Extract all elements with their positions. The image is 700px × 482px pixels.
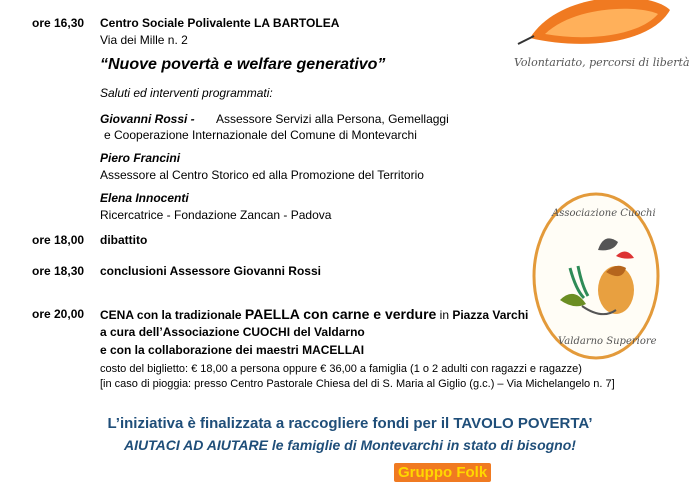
speaker-role: Ricercatrice - Fondazione Zancan - Padova bbox=[100, 208, 332, 222]
speaker-role: Assessore Servizi alla Persona, Gemellaggi bbox=[216, 112, 449, 126]
butterfly-icon bbox=[500, 0, 700, 60]
folk-badge bbox=[394, 464, 491, 482]
speaker-name: Giovanni Rossi - bbox=[100, 112, 195, 126]
speaker-name: Elena Innocenti bbox=[100, 191, 189, 205]
volontariato-slogan: Volontariato, percorsi di libertà bbox=[514, 56, 690, 69]
schedule-text: conclusioni Assessore Giovanni Rossi bbox=[100, 264, 321, 278]
footer-appeal-text: AIUTACI AD AIUTARE le famiglie di Montevarchi in stato di bisogno! bbox=[124, 437, 576, 453]
dinner-collaboration: e con la collaborazione dei maestri MACELLAI bbox=[100, 343, 365, 357]
ticket-cost: costo del biglietto: € 18,00 a persona oppure € 36,00 a famiglia (1 o 2 adulti con ragazzi e ragazze) bbox=[100, 363, 582, 375]
folk-label: Gruppo Folk bbox=[394, 463, 491, 482]
venue-address: Via dei Mille n. 2 bbox=[100, 33, 188, 47]
cuochi-logo bbox=[530, 190, 662, 362]
dinner-organizer: a cura dell’Associazione CUOCHI del Valdarno bbox=[100, 325, 365, 339]
speaker-role-cont: e Cooperazione Internazionale del Comune di Montevarchi bbox=[104, 128, 417, 142]
speaker-role: Assessore al Centro Storico ed alla Promozione del Territorio bbox=[100, 168, 424, 182]
dinner-time: ore 20,00 bbox=[32, 307, 85, 321]
event-time: ore 16,30 bbox=[32, 16, 85, 30]
rain-note: [in caso di pioggia: presso Centro Pastorale Chiesa del di S. Maria al Giglio (g.c.) – Via Michelangelo n. 7] bbox=[100, 378, 615, 390]
dinner-line bbox=[100, 306, 528, 324]
schedule-time: ore 18,00 bbox=[32, 233, 85, 247]
speaker-name: Piero Francini bbox=[100, 151, 181, 165]
volontariato-logo bbox=[500, 0, 700, 80]
assoc-region: Valdarno Superiore bbox=[558, 336, 657, 347]
dinner-dish: PAELLA con carne e verdure bbox=[244, 306, 437, 322]
intro-text: Saluti ed interventi programmati: bbox=[100, 86, 273, 100]
footer-appeal bbox=[0, 437, 700, 455]
venue-name: Centro Sociale Polivalente LA BARTOLEA bbox=[100, 16, 340, 30]
schedule-text: dibattito bbox=[100, 233, 148, 247]
dinner-in: in bbox=[436, 308, 453, 322]
assoc-name: Associazione Cuochi bbox=[552, 208, 656, 219]
footer-purpose bbox=[0, 415, 700, 433]
event-title: “Nuove povertà e welfare generativo” bbox=[100, 56, 386, 73]
schedule-time: ore 18,30 bbox=[32, 264, 85, 278]
dinner-location: Piazza Varchi bbox=[452, 308, 529, 322]
dinner-text: CENA con la tradizionale bbox=[100, 308, 245, 322]
footer-purpose-text: L’iniziativa è finalizzata a raccogliere fondi per il TAVOLO POVERTA’ bbox=[107, 415, 593, 432]
